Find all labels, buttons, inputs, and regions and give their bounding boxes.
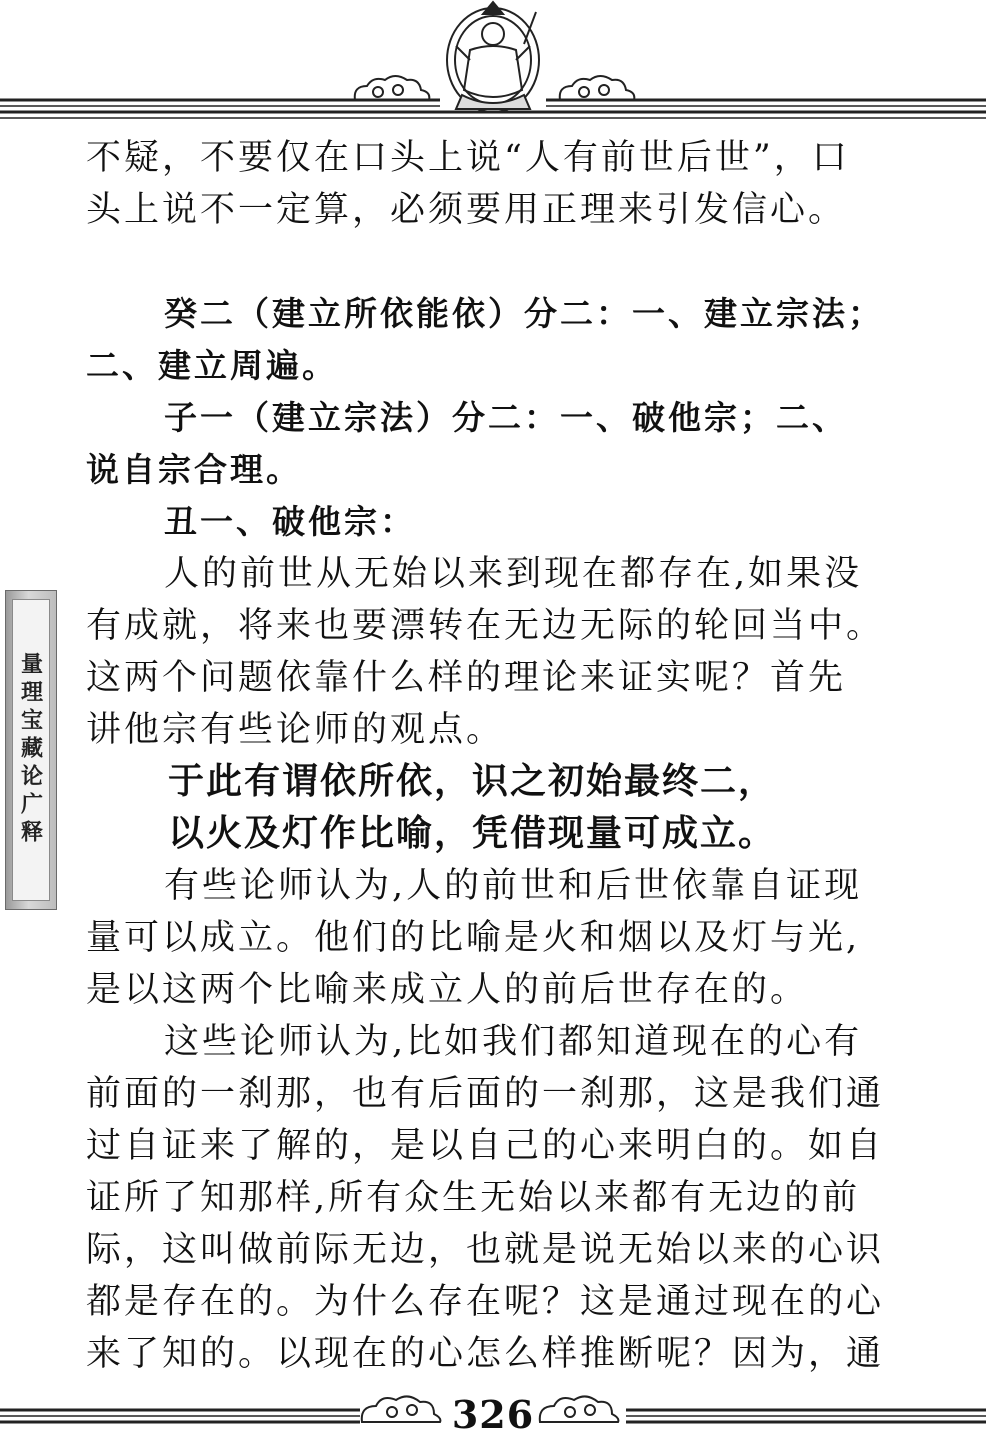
page-content: [86, 132, 886, 1380]
section-heading: 二、建立周遍。: [86, 346, 338, 385]
text-line: 人的前世从无始以来到现在都存在,如果没: [164, 554, 863, 594]
text-line: 量可以成立。他们的比喻是火和烟以及灯与光,: [86, 918, 861, 958]
text-line: 这些论师认为,比如我们都知道现在的心有: [164, 1022, 863, 1062]
verse-line: 以火及灯作比喻，凭借现量可成立。: [168, 813, 777, 854]
blank-line: [86, 236, 886, 288]
cloud-scroll-icon: [355, 76, 430, 100]
side-tab: [5, 590, 57, 910]
text-line: 有些论师认为,人的前世和后世依靠自证现: [164, 866, 863, 906]
text-line: 有成就，将来也要漂转在无边无际的轮回当中。: [86, 606, 885, 646]
text-line: 讲他宗有些论师的观点。: [86, 710, 505, 750]
text-line: 都是存在的。为什么存在呢？这是通过现在的心: [86, 1282, 885, 1322]
text-line: 不疑，不要仅在口头上说“人有前世后世”，口: [86, 138, 850, 178]
section-heading: 子一（建立宗法）分二：一、破他宗；二、: [164, 398, 848, 437]
text-line: 是以这两个比喻来成立人的前后世存在的。: [86, 970, 809, 1010]
header-border: [0, 0, 986, 125]
text-line: 过自证来了解的，是以自己的心来明白的。如自: [86, 1126, 885, 1166]
header-ornament: [0, 0, 986, 125]
text-line: 头上说不一定算，必须要用正理来引发信心。: [86, 190, 847, 230]
text-line: 前面的一刹那，也有后面的一刹那，这是我们通: [86, 1074, 885, 1114]
cloud-scroll-icon: [560, 76, 635, 100]
verse-line: 于此有谓依所依，识之初始最终二，: [168, 761, 777, 802]
text-line: 际，这叫做前际无边，也就是说无始以来的心识: [86, 1230, 885, 1270]
text-line: 来了知的。以现在的心怎么样推断呢？因为，通: [86, 1334, 885, 1374]
section-heading: 癸二（建立所依能依）分二：一、建立宗法；: [164, 294, 884, 333]
section-heading: 说自宗合理。: [86, 450, 302, 489]
deity-figure-icon: [447, 2, 539, 112]
side-tab-inner: [12, 599, 50, 901]
text-line: 这两个问题依靠什么样的理论来证实呢？首先: [86, 658, 847, 698]
page-number: 326: [451, 1392, 535, 1437]
text-line: 证所了知那样,所有众生无始以来都有无边的前: [86, 1178, 861, 1218]
section-heading: 丑一、破他宗：: [164, 502, 416, 541]
side-tab-label: 量理宝藏论广释: [17, 652, 44, 848]
